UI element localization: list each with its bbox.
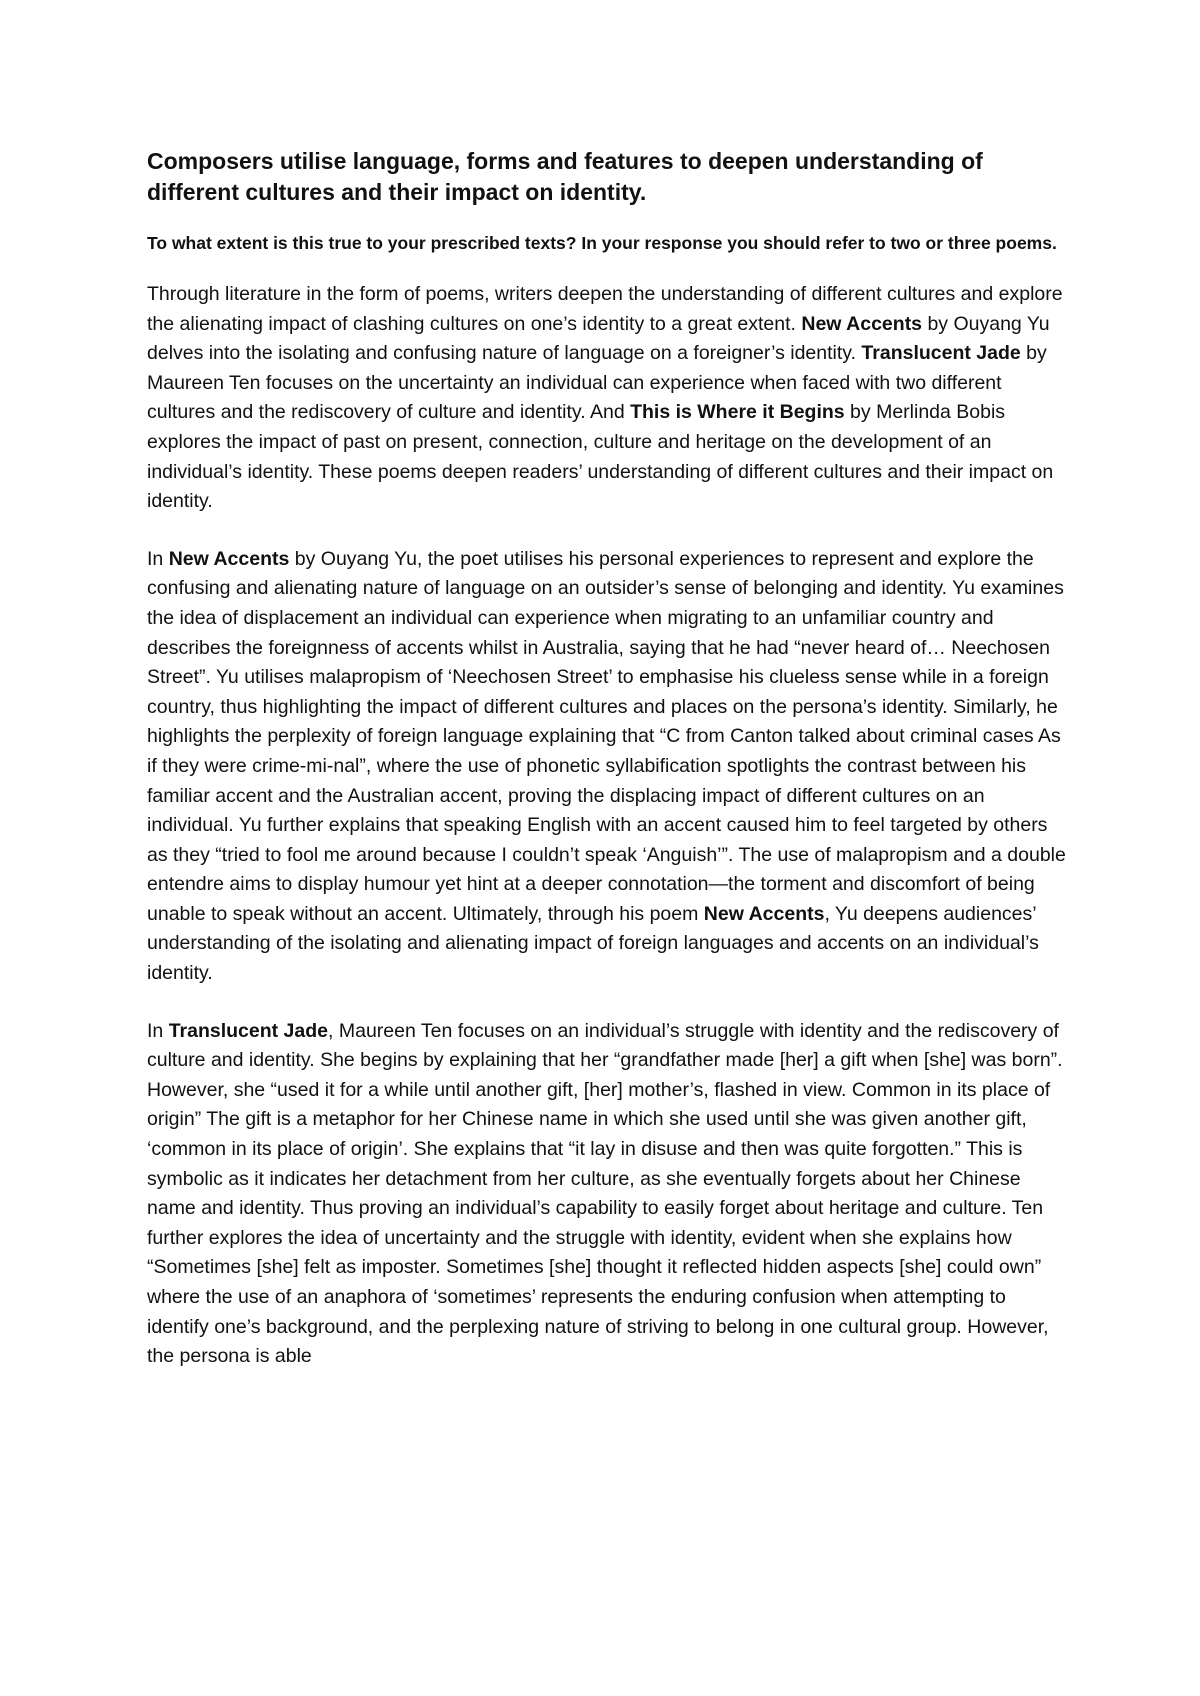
poem-title: New Accents [168, 547, 290, 570]
paragraph-text: In [147, 547, 169, 570]
paragraph-text: by Ouyang Yu, the poet utilises his personal experiences to represent and explore the confusing and alienating nature of language on an outsider’s sense of belonging and identity. Yu examines the idea of displacement an individual can experience when migrating to an unfamiliar country and describes the foreignness of accents whilst in Australia, saying that he had “never heard of… Neechosen Street”. Yu utilises malapropism of ‘Neechosen Street’ to emphasise his clueless sense while in a foreign country, thus highlighting the impact of different cultures and places on the persona’s identity. Similarly, he highlights the perplexity of foreign language explaining that “C from Canton talked about criminal cases As if they were crime-mi-nal”, where the use of phonetic syllabification spotlights the contrast between his familiar accent and the Australian accent, proving the displacing impact of different cultures on an individual. Yu further explains that speaking English with an accent caused him to feel targeted by others as they “tried to fool me around because I couldn’t speak ‘Anguish’”. The use of malapropism and a double entendre aims to display humour yet hint at a deeper connotation—the torment and discomfort of being unable to speak without an accent. Ultimately, through his poem [147, 547, 1066, 925]
poem-title: Translucent Jade [861, 342, 1021, 365]
essay-title: Composers utilise language, forms and features to deepen understanding of different cultures and their impact on identity. [147, 148, 983, 205]
essay-prompt: To what extent is this true to your prescribed texts? In your response you should refer to two or three poems. [147, 233, 1057, 253]
paragraph-translucent-jade [147, 1017, 1067, 1372]
poem-title: New Accents [703, 902, 825, 925]
paragraph-new-accents [147, 545, 1067, 989]
poem-title: New Accents [801, 312, 923, 335]
paragraph-text: In [147, 1019, 169, 1042]
paragraph-text: by Merlinda Bobis explores the impact of past on present, connection, culture and heritage on the development of an individual’s identity. These poems deepen readers’ understanding of different cultures and their impact on identity. [147, 401, 1054, 513]
document-page [147, 146, 1067, 1400]
paragraph-introduction [147, 280, 1067, 517]
poem-title: Translucent Jade [168, 1019, 329, 1042]
paragraph-text: by Ouyang Yu delves into the isolating and confusing nature of language on a foreigner’s identity. [147, 312, 1050, 365]
paragraph-text: Through literature in the form of poems, writers deepen the understanding of different cultures and explore the alienating impact of clashing cultures on one’s identity to a great extent. [147, 283, 1063, 335]
paragraph-text: , Maureen Ten focuses on an individual’s struggle with identity and the rediscovery of culture and identity. She begins by explaining that her “grandfather made [her] a gift when [she] was born”. However, she “used it for a while until another gift, [her] mother’s, flashed in view. Common in its place of origin” The gift is a metaphor for her Chinese name in which she used until she was given another gift, ‘common in its place of origin’. She explains that “it lay in disuse and then was quite forgotten.” This is symbolic as it indicates her detachment from her culture, as she eventually forgets about her Chinese name and identity. Thus proving an individual’s capability to easily forget about heritage and culture. Ten further explores the idea of uncertainty and the struggle with identity, evident when she explains how “Sometimes [she] felt as imposter. Sometimes [she] thought it reflected hidden aspects [she] could own” where the use of an anaphora of ‘sometimes’ represents the enduring confusion when attempting to identify one’s background, and the perplexing nature of striving to belong in one cultural group. However, the persona is able [147, 1019, 1063, 1368]
paragraph-text: by Maureen Ten focuses on the uncertainty an individual can experience when faced with two different cultures and the rediscovery of culture and identity. And [147, 342, 1047, 424]
poem-title: This is Where it Begins [630, 401, 845, 424]
paragraph-text: , Yu deepens audiences’ understanding of the isolating and alienating impact of foreign languages and accents on an individual’s identity. [147, 902, 1039, 985]
